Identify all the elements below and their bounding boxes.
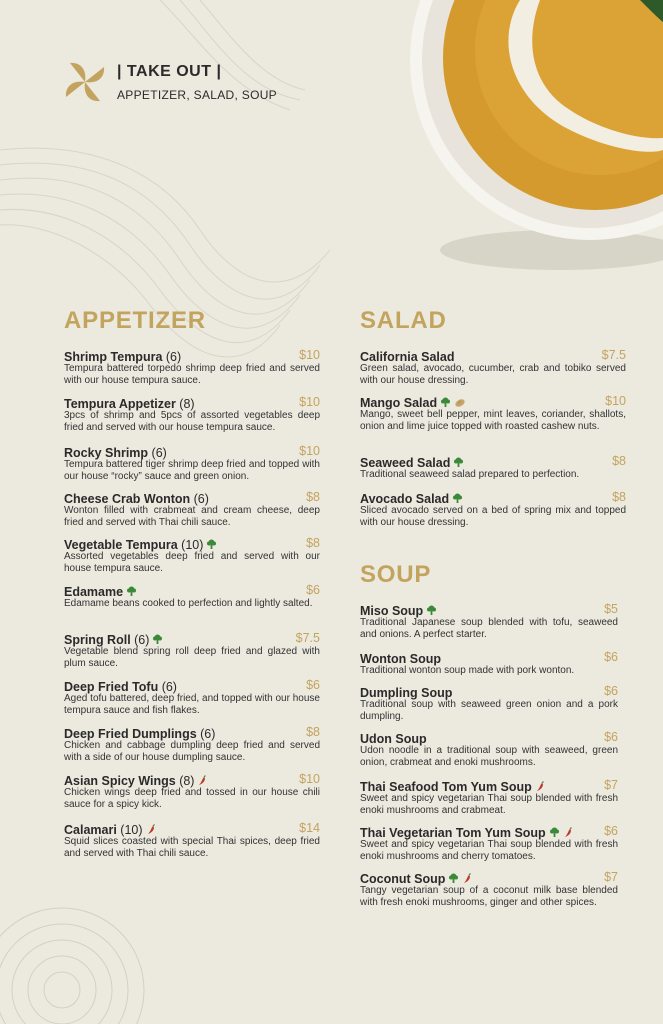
item-price: $6 xyxy=(306,583,320,597)
menu-item-spring-roll xyxy=(64,631,320,670)
item-description: 3pcs of shrimp and 5pcs of assorted vegetables deep fried and served with our house tempura sauce. xyxy=(64,410,320,433)
menu-item-rocky-shrimp xyxy=(64,444,320,483)
menu-item-header xyxy=(64,678,320,693)
vegetarian-broccoli-icon xyxy=(152,632,163,650)
item-description: Green salad, avocado, cucumber, crab and tobiko served with our house dressing. xyxy=(360,363,626,386)
menu-item-header xyxy=(64,490,320,505)
item-description: Traditional Japanese soup blended with tofu, seaweed and onions. A perfect starter. xyxy=(360,617,618,640)
item-price: $10 xyxy=(299,772,320,786)
item-name: Edamame xyxy=(64,585,124,599)
item-name: California Salad xyxy=(360,350,455,364)
menu-item-avocado-salad xyxy=(360,490,626,529)
menu-subtitle: APPETIZER, SALAD, SOUP xyxy=(117,88,277,102)
soup-heading: SOUP xyxy=(360,561,432,588)
item-description: Udon noodle in a traditional soup with seaweed, green onion, crabmeat and enoki mushrooms. xyxy=(360,745,618,768)
menu-item-header xyxy=(360,490,626,505)
menu-item-header xyxy=(64,536,320,551)
menu-item-coconut-soup xyxy=(360,870,618,909)
menu-item-header xyxy=(360,454,626,469)
item-name: Deep Fried Dumplings xyxy=(64,727,197,741)
menu-item-header xyxy=(360,602,618,617)
item-description: Assorted vegetables deep fried and served with our house tempura sauce. xyxy=(64,551,320,574)
item-price: $6 xyxy=(604,824,618,838)
spicy-chili-icon xyxy=(197,773,208,791)
item-name: Shrimp Tempura xyxy=(64,350,163,364)
item-description: Squid slices coasted with special Thai spices, deep fried and served with Thai chili sauce. xyxy=(64,836,320,859)
item-quantity: (6) xyxy=(190,492,209,506)
item-quantity: (10) xyxy=(177,538,204,552)
item-quantity: (6) xyxy=(196,727,216,741)
menu-item-header xyxy=(64,821,320,836)
item-quantity: (6) xyxy=(148,446,167,460)
item-quantity: (6) xyxy=(158,680,177,694)
item-price: $8 xyxy=(306,536,320,550)
menu-item-header xyxy=(64,772,320,787)
spicy-chili-icon xyxy=(535,779,546,797)
menu-item-header xyxy=(360,684,618,699)
menu-item-edamame xyxy=(64,583,320,610)
menu-item-header xyxy=(64,631,320,646)
vegetarian-broccoli-icon xyxy=(426,603,437,621)
menu-item-mango-salad xyxy=(360,394,626,433)
menu-item-header xyxy=(360,778,618,793)
item-description: Tempura battered tiger shrimp deep fried and topped with our house “rocky” sauce and green onion. xyxy=(64,459,320,482)
item-name: Coconut Soup xyxy=(360,872,446,886)
item-description: Sweet and spicy vegetarian Thai soup blended with fresh enoki mushrooms and cherry tomatoes. xyxy=(360,839,618,862)
item-price: $10 xyxy=(299,444,320,458)
item-price: $6 xyxy=(604,650,618,664)
item-price: $8 xyxy=(612,490,626,504)
spicy-chili-icon xyxy=(563,825,574,843)
menu-item-asian-spicy-wings xyxy=(64,772,320,811)
item-name: Calamari xyxy=(64,823,117,837)
menu-item-deep-fried-tofu xyxy=(64,678,320,717)
item-name: Asian Spicy Wings xyxy=(64,774,176,788)
menu-item-header xyxy=(360,730,618,745)
menu-item-shrimp-tempura xyxy=(64,348,320,387)
spicy-chili-icon xyxy=(146,822,157,840)
item-name: Avocado Salad xyxy=(360,492,450,506)
menu-item-udon-soup xyxy=(360,730,618,769)
item-name: Cheese Crab Wonton xyxy=(64,492,191,506)
menu-item-header xyxy=(360,650,618,665)
item-name: Udon Soup xyxy=(360,732,427,746)
menu-item-thai-seafood-tom-yum-soup xyxy=(360,778,618,817)
menu-item-tempura-appetizer xyxy=(64,395,320,434)
menu-item-header xyxy=(360,870,618,885)
menu-item-header xyxy=(64,348,320,363)
item-price: $10 xyxy=(605,394,626,408)
item-price: $14 xyxy=(299,821,320,835)
menu-item-wonton-soup xyxy=(360,650,618,677)
pinwheel-logo-icon xyxy=(62,59,108,105)
menu-item-header xyxy=(64,725,320,740)
item-name: Tempura Appetizer xyxy=(64,397,176,411)
item-name: Wonton Soup xyxy=(360,652,441,666)
vegetarian-broccoli-icon xyxy=(453,455,464,473)
item-name: Deep Fried Tofu xyxy=(64,680,159,694)
item-description: Wonton filled with crabmeat and cream cheese, deep fried and served with Thai chili sauce. xyxy=(64,505,320,528)
item-price: $6 xyxy=(604,730,618,744)
item-description: Traditional wonton soup made with pork wonton. xyxy=(360,665,575,676)
item-quantity: (6) xyxy=(130,633,150,647)
item-name: Mango Salad xyxy=(360,396,438,410)
item-price: $7.5 xyxy=(295,631,320,645)
appetizer-heading: APPETIZER xyxy=(64,307,206,334)
item-name: Thai Seafood Tom Yum Soup xyxy=(360,780,532,794)
item-description: Aged tofu battered, deep fried, and topped with our house tempura sauce and fish flakes. xyxy=(64,693,320,716)
item-price: $10 xyxy=(299,348,320,362)
menu-item-header xyxy=(64,583,320,598)
menu-item-thai-vegetarian-tom-yum-soup xyxy=(360,824,618,863)
vegetarian-broccoli-icon xyxy=(452,491,463,509)
vegetarian-broccoli-icon xyxy=(206,537,217,555)
item-price: $8 xyxy=(306,725,320,739)
menu-item-header xyxy=(64,395,320,410)
item-name: Vegetable Tempura xyxy=(64,538,178,552)
item-name: Thai Vegetarian Tom Yum Soup xyxy=(360,826,546,840)
item-price: $7 xyxy=(604,870,618,884)
item-quantity: (8) xyxy=(175,397,195,411)
menu-item-calamari xyxy=(64,821,320,860)
item-description: Sliced avocado served on a bed of spring mix and topped with our house dressing. xyxy=(360,505,626,528)
salad-heading: SALAD xyxy=(360,307,447,334)
item-description: Traditional seaweed salad prepared to perfection. xyxy=(360,469,580,480)
menu-item-cheese-crab-wonton xyxy=(64,490,320,529)
item-name: Dumpling Soup xyxy=(360,686,453,700)
item-name: Miso Soup xyxy=(360,604,424,618)
menu-item-california-salad xyxy=(360,348,626,387)
item-price: $7 xyxy=(604,778,618,792)
vegetarian-broccoli-icon xyxy=(448,871,459,889)
item-quantity: (6) xyxy=(162,350,182,364)
item-price: $7.5 xyxy=(601,348,626,362)
item-price: $6 xyxy=(306,678,320,692)
item-description: Tempura battered torpedo shrimp deep fried and served with our house tempura sauce. xyxy=(64,363,320,386)
item-quantity: (10) xyxy=(116,823,143,837)
item-price: $8 xyxy=(612,454,626,468)
item-description: Sweet and spicy vegetarian Thai soup blended with fresh enoki mushrooms and crabmeat. xyxy=(360,793,618,816)
bread-icon xyxy=(454,395,466,413)
vegetarian-broccoli-icon xyxy=(440,395,451,413)
menu-item-vegetable-tempura xyxy=(64,536,320,575)
item-price: $5 xyxy=(604,602,618,616)
menu-item-header xyxy=(64,444,320,459)
vegetarian-broccoli-icon xyxy=(549,825,560,843)
item-description: Chicken and cabbage dumpling deep fried and served with a side of our house dumpling sauce. xyxy=(64,740,320,763)
item-description: Vegetable blend spring roll deep fried and glazed with plum sauce. xyxy=(64,646,320,669)
spicy-chili-icon xyxy=(462,871,473,889)
menu-item-seaweed-salad xyxy=(360,454,626,481)
menu-item-deep-fried-dumplings xyxy=(64,725,320,764)
item-name: Seaweed Salad xyxy=(360,456,451,470)
item-quantity: (8) xyxy=(175,774,195,788)
item-price: $8 xyxy=(306,490,320,504)
item-description: Edamame beans cooked to perfection and lightly salted. xyxy=(64,598,313,609)
menu-item-header xyxy=(360,394,626,409)
item-price: $6 xyxy=(604,684,618,698)
item-name: Rocky Shrimp xyxy=(64,446,149,460)
menu-title: | TAKE OUT | xyxy=(117,63,222,80)
vegetarian-broccoli-icon xyxy=(126,584,137,602)
item-description: Traditional soup with seaweed green onion and a pork dumpling. xyxy=(360,699,618,722)
menu-item-miso-soup xyxy=(360,602,618,641)
item-name: Spring Roll xyxy=(64,633,131,647)
menu-item-header xyxy=(360,824,618,839)
menu-item-header xyxy=(360,348,626,363)
menu-item-dumpling-soup xyxy=(360,684,618,723)
item-price: $10 xyxy=(299,395,320,409)
item-description: Tangy vegetarian soup of a coconut milk base blended with fresh enoki mushrooms, ginger and other spices. xyxy=(360,885,618,908)
item-description: Mango, sweet bell pepper, mint leaves, coriander, shallots, onion and lime juice topped with roasted cashew nuts. xyxy=(360,409,626,432)
item-description: Chicken wings deep fried and tossed in our house chili sauce for a spicy kick. xyxy=(64,787,320,810)
